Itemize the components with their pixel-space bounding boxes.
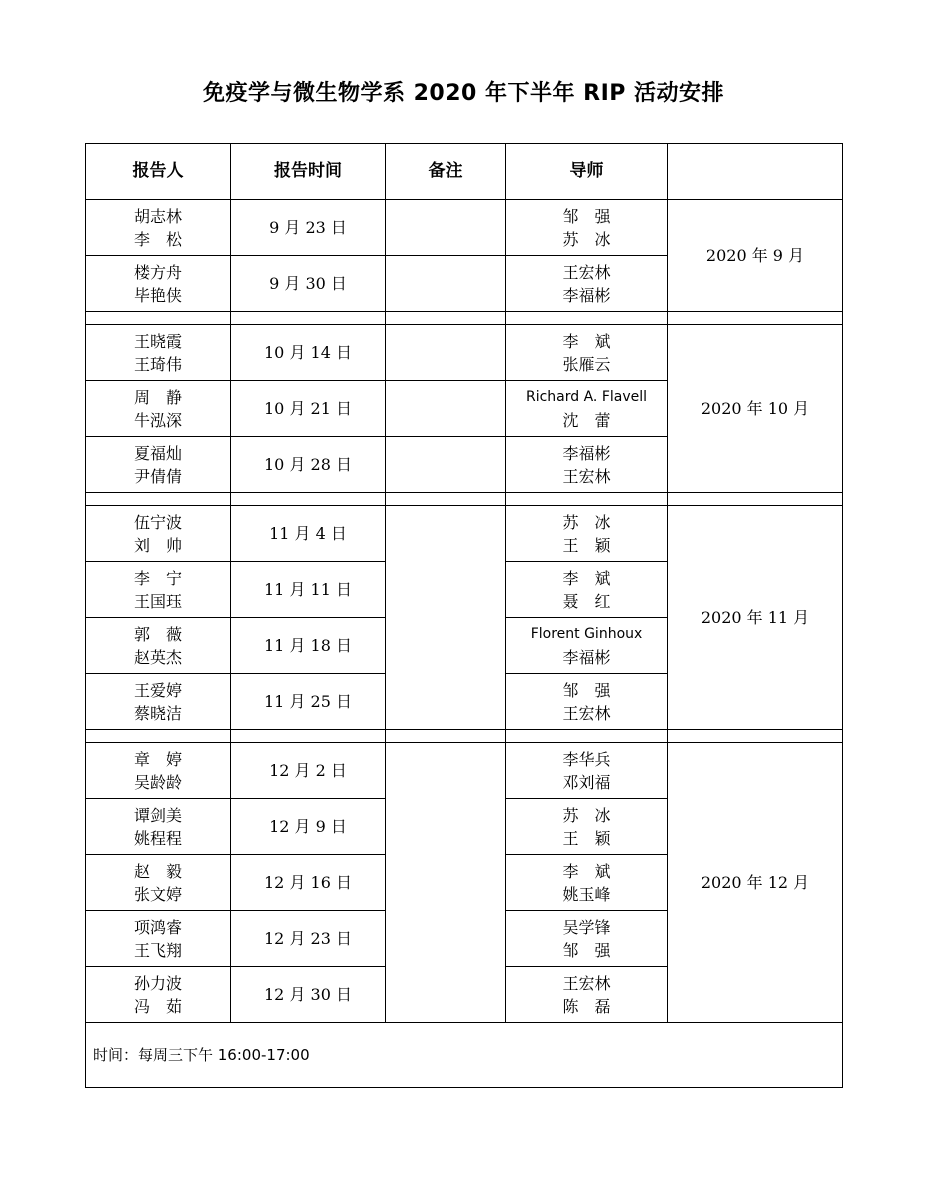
advisor-name: 苏 冰 <box>562 512 611 532</box>
advisor-name: Florent Ginhoux <box>530 625 643 642</box>
date-cell: 9 月 23 日 <box>231 200 386 256</box>
advisor-name: 李福彬 <box>562 443 611 463</box>
notes-cell <box>386 200 506 256</box>
speaker-name: 周 静 <box>133 387 182 407</box>
notes-cell <box>386 506 506 730</box>
advisor-name: 李 斌 <box>562 331 611 351</box>
notes-cell <box>386 325 506 381</box>
speaker-cell <box>86 967 231 1023</box>
speaker-name: 张文婷 <box>133 884 182 904</box>
speaker-name: 赵 毅 <box>133 861 182 881</box>
header-advisor: 导师 <box>506 144 668 200</box>
speaker-cell <box>86 618 231 674</box>
advisor-cell <box>506 967 668 1023</box>
schedule-table <box>85 143 843 1088</box>
advisor-name: 沈 蕾 <box>562 410 611 430</box>
speaker-name: 尹倩倩 <box>133 466 182 486</box>
separator-row <box>86 730 843 743</box>
notes-cell <box>386 437 506 493</box>
date-cell: 12 月 23 日 <box>231 911 386 967</box>
header-month <box>668 144 843 200</box>
speaker-cell <box>86 200 231 256</box>
speaker-cell <box>86 506 231 562</box>
advisor-cell <box>506 325 668 381</box>
advisor-cell <box>506 911 668 967</box>
date-cell: 11 月 11 日 <box>231 562 386 618</box>
header-row <box>86 144 843 200</box>
advisor-name: 张雁云 <box>562 354 611 374</box>
advisor-name: 苏 冰 <box>562 229 611 249</box>
speaker-cell <box>86 799 231 855</box>
date-cell: 12 月 16 日 <box>231 855 386 911</box>
table-row <box>86 506 843 562</box>
header-notes: 备注 <box>386 144 506 200</box>
advisor-name: 王宏林 <box>562 703 611 723</box>
speaker-name: 冯 茹 <box>133 996 182 1016</box>
advisor-cell <box>506 506 668 562</box>
speaker-cell <box>86 743 231 799</box>
advisor-name: 王 颖 <box>562 828 611 848</box>
speaker-name: 伍宁波 <box>133 512 182 532</box>
speaker-name: 胡志林 <box>133 206 182 226</box>
advisor-name: 李福彬 <box>562 647 611 667</box>
month-cell: 2020 年 10 月 <box>668 325 843 493</box>
footer-row <box>86 1023 843 1088</box>
month-cell: 2020 年 12 月 <box>668 743 843 1023</box>
advisor-name: Richard A. Flavell <box>525 388 648 405</box>
date-cell: 12 月 2 日 <box>231 743 386 799</box>
meeting-time-note: 时间：每周三下午 16:00-17:00 <box>86 1023 843 1088</box>
date-cell: 10 月 14 日 <box>231 325 386 381</box>
speaker-name: 谭剑美 <box>133 805 182 825</box>
date-cell: 11 月 18 日 <box>231 618 386 674</box>
advisor-name: 王 颖 <box>562 535 611 555</box>
separator-row <box>86 493 843 506</box>
advisor-name: 邹 强 <box>562 206 611 226</box>
month-cell: 2020 年 9 月 <box>668 200 843 312</box>
advisor-name: 姚玉峰 <box>562 884 611 904</box>
date-cell: 12 月 9 日 <box>231 799 386 855</box>
speaker-name: 王国珏 <box>133 591 182 611</box>
advisor-name: 陈 磊 <box>562 996 611 1016</box>
speaker-cell <box>86 911 231 967</box>
date-cell: 11 月 25 日 <box>231 674 386 730</box>
notes-cell <box>386 381 506 437</box>
date-cell: 12 月 30 日 <box>231 967 386 1023</box>
speaker-name: 王飞翔 <box>133 940 182 960</box>
advisor-cell <box>506 855 668 911</box>
advisor-cell <box>506 200 668 256</box>
notes-cell <box>386 256 506 312</box>
speaker-name: 蔡晓洁 <box>133 703 182 723</box>
advisor-cell <box>506 618 668 674</box>
separator-row <box>86 312 843 325</box>
speaker-name: 王爱婷 <box>133 680 182 700</box>
speaker-name: 李 松 <box>133 229 182 249</box>
speaker-cell <box>86 381 231 437</box>
advisor-cell <box>506 799 668 855</box>
table-row <box>86 743 843 799</box>
date-cell: 10 月 21 日 <box>231 381 386 437</box>
speaker-cell <box>86 256 231 312</box>
advisor-name: 邓刘福 <box>562 772 611 792</box>
speaker-cell <box>86 437 231 493</box>
month-cell: 2020 年 11 月 <box>668 506 843 730</box>
advisor-name: 聂 红 <box>562 591 611 611</box>
speaker-cell <box>86 674 231 730</box>
advisor-name: 李 斌 <box>562 861 611 881</box>
speaker-name: 毕艳侠 <box>133 285 182 305</box>
advisor-name: 王宏林 <box>562 262 611 282</box>
speaker-name: 郭 薇 <box>133 624 182 644</box>
date-cell: 11 月 4 日 <box>231 506 386 562</box>
advisor-cell <box>506 562 668 618</box>
advisor-cell <box>506 256 668 312</box>
advisor-name: 王宏林 <box>562 466 611 486</box>
speaker-name: 李 宁 <box>133 568 182 588</box>
speaker-name: 吴龄龄 <box>133 772 182 792</box>
date-cell: 9 月 30 日 <box>231 256 386 312</box>
speaker-name: 姚程程 <box>133 828 182 848</box>
date-cell: 10 月 28 日 <box>231 437 386 493</box>
speaker-name: 章 婷 <box>133 749 182 769</box>
page-title: 免疫学与微生物学系 2020 年下半年 RIP 活动安排 <box>202 81 725 106</box>
speaker-name: 孙力波 <box>133 973 182 993</box>
speaker-name: 刘 帅 <box>133 535 182 555</box>
speaker-name: 王琦伟 <box>133 354 182 374</box>
table-row <box>86 325 843 381</box>
advisor-cell <box>506 743 668 799</box>
speaker-name: 项鸿睿 <box>133 917 182 937</box>
speaker-cell <box>86 562 231 618</box>
notes-cell <box>386 743 506 1023</box>
advisor-cell <box>506 381 668 437</box>
advisor-name: 王宏林 <box>562 973 611 993</box>
speaker-name: 夏福灿 <box>133 443 182 463</box>
speaker-name: 王晓霞 <box>133 331 182 351</box>
speaker-name: 楼方舟 <box>133 262 182 282</box>
speaker-cell <box>86 325 231 381</box>
speaker-name: 牛泓深 <box>133 410 182 430</box>
advisor-name: 邹 强 <box>562 680 611 700</box>
advisor-name: 李华兵 <box>562 749 611 769</box>
advisor-name: 李福彬 <box>562 285 611 305</box>
header-speaker: 报告人 <box>86 144 231 200</box>
table-row <box>86 200 843 256</box>
advisor-cell <box>506 674 668 730</box>
advisor-name: 苏 冰 <box>562 805 611 825</box>
speaker-name: 赵英杰 <box>133 647 182 667</box>
advisor-name: 吴学锋 <box>562 917 611 937</box>
advisor-cell <box>506 437 668 493</box>
speaker-cell <box>86 855 231 911</box>
advisor-name: 李 斌 <box>562 568 611 588</box>
header-time: 报告时间 <box>231 144 386 200</box>
advisor-name: 邹 强 <box>562 940 611 960</box>
